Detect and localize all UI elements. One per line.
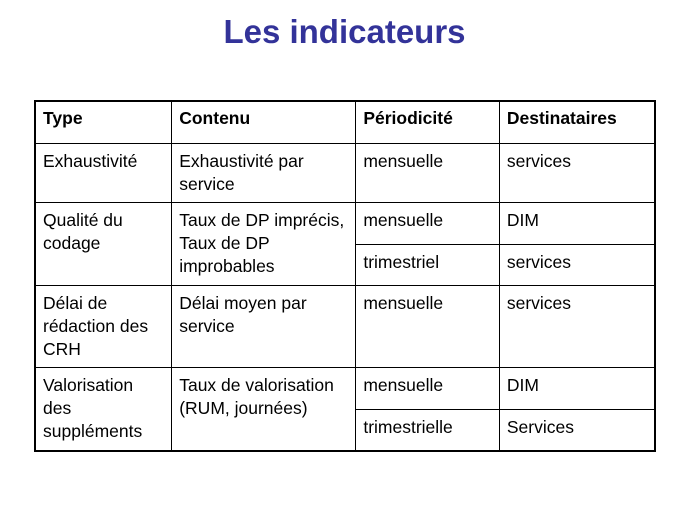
cell-contenu: Taux de DP imprécis, Taux de DP improbables: [172, 203, 356, 286]
table-row: [35, 368, 655, 410]
cell-periodicite: trimestriel: [356, 245, 500, 286]
header-type: Type: [35, 101, 172, 144]
cell-destinataires: services: [499, 144, 655, 203]
cell-destinataires: DIM: [499, 368, 655, 410]
cell-periodicite: mensuelle: [356, 286, 500, 368]
table-header-row: [35, 101, 655, 144]
cell-destinataires: services: [499, 245, 655, 286]
cell-periodicite: mensuelle: [356, 144, 500, 203]
indicators-table: [34, 100, 656, 452]
table-row: [35, 203, 655, 245]
cell-type: Qualité du codage: [35, 203, 172, 286]
cell-periodicite: mensuelle: [356, 368, 500, 410]
cell-destinataires: services: [499, 286, 655, 368]
slide-title: Les indicateurs: [223, 13, 466, 50]
table-row: [35, 286, 655, 368]
cell-type: Délai de rédaction des CRH: [35, 286, 172, 368]
cell-contenu: Taux de valorisation (RUM, journées): [172, 368, 356, 451]
cell-type: Valorisation des suppléments: [35, 368, 172, 451]
cell-destinataires: Services: [499, 410, 655, 451]
header-destinataires: Destinataires: [499, 101, 655, 144]
cell-periodicite: mensuelle: [356, 203, 500, 245]
header-contenu: Contenu: [172, 101, 356, 144]
table-row: [35, 144, 655, 203]
header-periodicite: Périodicité: [356, 101, 500, 144]
cell-contenu: Exhaustivité par service: [172, 144, 356, 203]
cell-contenu: Délai moyen par service: [172, 286, 356, 368]
cell-type: Exhaustivité: [35, 144, 172, 203]
cell-destinataires: DIM: [499, 203, 655, 245]
cell-periodicite: trimestrielle: [356, 410, 500, 451]
